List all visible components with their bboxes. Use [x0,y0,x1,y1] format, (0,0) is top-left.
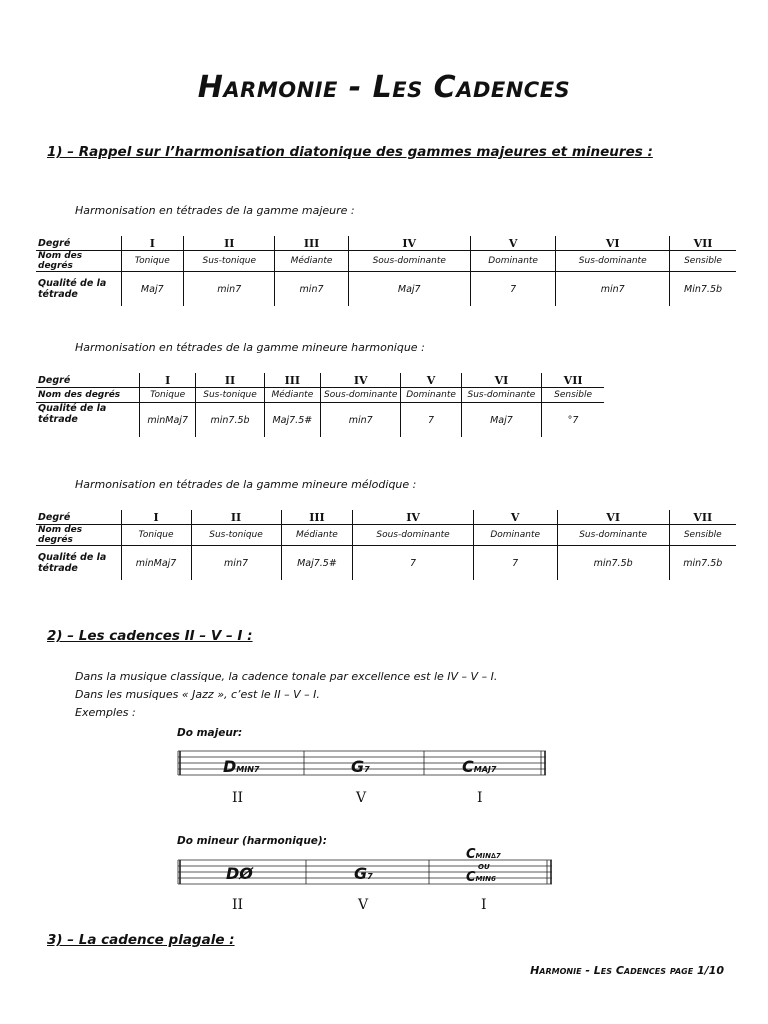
quality-cell: 7 [353,546,473,581]
name-cell: Sous-dominante [353,525,473,546]
degree-cell: I [121,510,191,525]
example-1-label: Do majeur: [177,727,243,739]
name-cell: Médiante [275,251,348,272]
section-2-line-3: Exemples : [75,706,136,719]
section-2-line-2: Dans les musiques « Jazz », c’est le II – V – I. [75,688,320,701]
row-label: Degré [36,510,121,525]
quality-cell: min7.5b [669,546,736,581]
row-label: Qualité de la tétrade [38,278,107,300]
row-label: Nom des degrés [36,525,121,546]
quality-row [36,272,736,307]
chord-suffix: MAJ7 [473,765,497,774]
name-cell: Sus-dominante [556,251,670,272]
quality-cell: Maj7.5# [264,403,320,438]
degree-cell: VI [461,373,541,388]
degree-cell: IV [321,373,401,388]
name-cell: Médiante [264,388,320,403]
chord-suffix: 7 [367,872,373,881]
roman-numeral: V [358,897,369,913]
quality-cell: min7 [275,272,348,307]
name-cell: Sous-dominante [321,388,401,403]
row-label: Qualité de la tétrade [38,403,107,425]
chord-c-minor-options [466,848,501,886]
name-cell: Sus-dominante [461,388,541,403]
degree-row [36,510,736,525]
quality-row [36,403,604,438]
chord-root: D [223,757,237,776]
degree-cell: II [196,373,264,388]
chord-or-word: OU [478,863,490,871]
degree-cell: I [140,373,196,388]
degree-cell: VII [670,236,736,251]
roman-numeral: I [477,790,483,806]
degree-cell: VI [556,236,670,251]
quality-cell: 7 [470,272,555,307]
degree-cell: II [191,510,281,525]
name-cell: Dominante [470,251,555,272]
quality-cell: minMaj7 [140,403,196,438]
name-cell: Médiante [281,525,353,546]
name-cell: Sensible [542,388,604,403]
quality-cell: min7 [184,272,275,307]
quality-cell: min7 [191,546,281,581]
name-row [36,251,736,272]
degree-cell: II [184,236,275,251]
name-cell: Sus-tonique [184,251,275,272]
name-cell: Tonique [140,388,196,403]
degree-cell: III [281,510,353,525]
chord-g7 [351,757,370,776]
page-title: Harmonie - Les Cadences [197,70,571,105]
quality-cell: Maj7 [121,272,184,307]
name-cell: Tonique [121,251,184,272]
chord-root: G [351,757,365,776]
example-2-label: Do mineur (harmonique): [177,835,327,847]
roman-numeral: V [356,790,367,806]
quality-cell: min7.5b [196,403,264,438]
degree-cell: VI [557,510,669,525]
degree-cell: V [473,510,557,525]
melodic-minor-table [36,510,736,580]
row-label: Degré [36,236,121,251]
degree-cell: VII [669,510,736,525]
harmonic-minor-table [36,373,604,437]
row-label: Nom des degrés [36,388,140,403]
quality-cell: Min7.5b [670,272,736,307]
quality-cell: Maj7 [461,403,541,438]
chord-root: C [466,847,476,862]
quality-row [36,546,736,581]
row-label: Nom des degrés [36,251,121,272]
degree-cell: IV [353,510,473,525]
name-row [36,388,604,403]
table-2-intro: Harmonisation en tétrades de la gamme mineure harmonique : [75,341,425,354]
section-2-heading: 2) – Les cadences II – V – I : [47,628,253,644]
table-1-intro: Harmonisation en tétrades de la gamme majeure : [75,204,355,217]
row-label: Qualité de la tétrade [38,552,107,574]
quality-cell: 7 [401,403,461,438]
roman-numeral: II [232,897,244,913]
degree-cell: III [275,236,348,251]
quality-cell: minMaj7 [121,546,191,581]
quality-cell: 7 [473,546,557,581]
section-2-line-1: Dans la musique classique, la cadence tonale par excellence est le IV – V – I. [75,670,498,683]
quality-cell: °7 [542,403,604,438]
quality-cell: Maj7 [348,272,470,307]
quality-cell: min7 [321,403,401,438]
name-cell: Tonique [121,525,191,546]
quality-cell: Maj7.5# [281,546,353,581]
degree-cell: V [401,373,461,388]
chord-root: G [354,864,368,883]
table-3-intro: Harmonisation en tétrades de la gamme mineure mélodique : [75,478,417,491]
chord-d-half-diminished [226,864,253,883]
name-cell: Sus-tonique [191,525,281,546]
chord-root: C [462,757,474,776]
chord-option [466,871,501,886]
degree-cell: IV [348,236,470,251]
roman-numeral: I [481,897,487,913]
degree-cell: III [264,373,320,388]
chord-suffix: MIN6 [475,875,496,883]
quality-cell: min7.5b [557,546,669,581]
degree-cell: V [470,236,555,251]
name-cell: Sus-tonique [196,388,264,403]
section-3-heading: 3) – La cadence plagale : [47,932,235,948]
name-row [36,525,736,546]
name-cell: Dominante [473,525,557,546]
degree-row [36,373,604,388]
major-scale-table [36,236,736,306]
roman-numeral: II [232,790,244,806]
chord-d-min7 [223,757,259,776]
degree-cell: I [121,236,184,251]
page-footer: Harmonie - Les Cadences page 1/10 [530,964,724,977]
name-cell: Sensible [670,251,736,272]
chord-c-maj7 [462,757,496,776]
row-label: Degré [36,373,140,388]
chord-root: DØ [226,864,253,883]
chord-g7 [354,864,373,883]
name-cell: Sensible [669,525,736,546]
name-cell: Dominante [401,388,461,403]
chord-option [466,848,501,863]
name-cell: Sus-dominante [557,525,669,546]
chord-suffix: 7 [364,765,370,774]
quality-cell: min7 [556,272,670,307]
chord-suffix: MIN∆7 [475,852,501,860]
degree-cell: VII [542,373,604,388]
chord-root: C [466,870,476,885]
degree-row [36,236,736,251]
chord-suffix: MIN7 [236,765,260,774]
name-cell: Sous-dominante [348,251,470,272]
section-1-heading: 1) – Rappel sur l’harmonisation diatonique des gammes majeures et mineures : [47,144,653,160]
